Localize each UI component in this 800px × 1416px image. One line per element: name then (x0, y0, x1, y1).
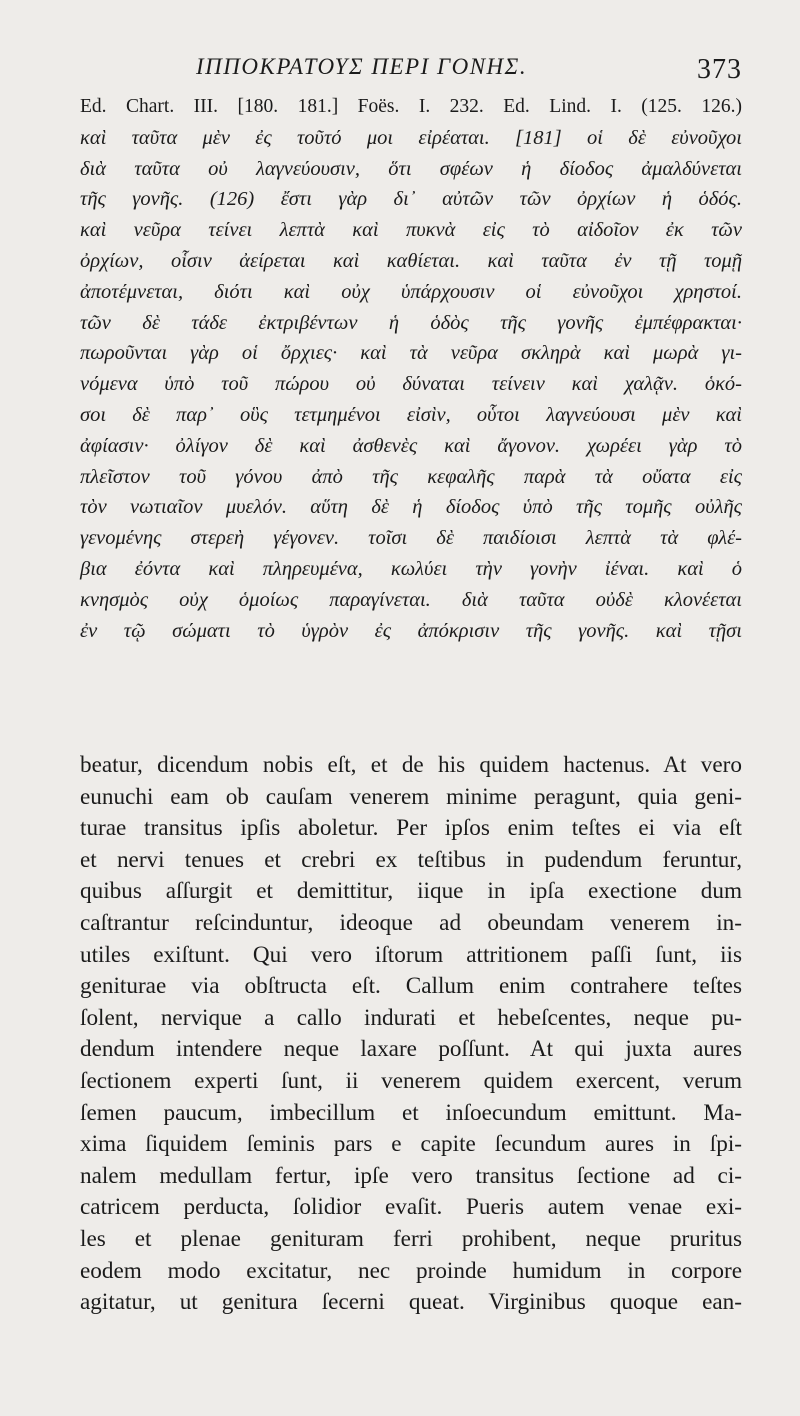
page-number: 373 (697, 54, 742, 85)
greek-text-line: γενομένης στερεὴ γέγονεν. τοῖσι δὲ παιδίοισι λεπτὰ τὰ φλέ- (80, 527, 742, 550)
latin-text-line: ſemen paucum, imbecillum et inſoecundum emittunt. Ma- (80, 1099, 742, 1126)
latin-text-line: quibus aſſurgit et demittitur, iique in ipſa exectione dum (80, 878, 742, 905)
greek-text-line: ἀποτέμνεται, διότι καὶ οὐχ ὑπάρχουσιν οἱ εὐνοῦχοι χρηστοί. (80, 280, 742, 303)
edition-reference-line: Ed. Chart. III. [180. 181.] Foës. I. 232. Ed. Lind. I. (125. 126.) (80, 96, 742, 117)
running-title: ΙΠΠΟΚΡΑΤΟΥΣ ΠΕΡΙ ΓΟΝΗΣ. (196, 54, 528, 79)
latin-text-line: ſectionem experti ſunt, ii venerem quidem exercent, verum (80, 1067, 742, 1094)
page-header (80, 54, 742, 88)
latin-text-line: geniturae via obſtructa eſt. Callum enim contrahere teſtes (80, 973, 742, 1000)
latin-text-line: eodem modo excitatur, nec proinde humidum in corpore (80, 1257, 742, 1284)
greek-text-line: διὰ ταῦτα οὐ λαγνεύουσιν, ὅτι σφέων ἡ δίοδος ἀμαλδύνεται (80, 157, 742, 180)
latin-text-line: xima ſiquidem ſeminis pars e capite ſecundum aures in ſpi- (80, 1131, 742, 1158)
greek-text-line: πλεῖστον τοῦ γόνου ἀπὸ τῆς κεφαλῆς παρὰ τὰ οὔατα εἰς (80, 465, 742, 488)
greek-text-line: νόμενα ὑπὸ τοῦ πώρου οὐ δύναται τείνειν καὶ χαλᾷν. ὁκό- (80, 373, 742, 396)
latin-text-line: utiles exiſtunt. Qui vero iſtorum attritionem paſſi ſunt, iis (80, 941, 742, 968)
latin-text-line: ſolent, nervique a callo indurati et hebeſcentes, neque pu- (80, 1004, 742, 1031)
greek-text-block (80, 92, 742, 646)
greek-text-line: πωροῦνται γὰρ οἱ ὄρχιες· καὶ τὰ νεῦρα σκληρὰ καὶ μωρὰ γι- (80, 342, 742, 365)
latin-text-line: les et plenae genituram ferri prohibent, neque pruritus (80, 1225, 742, 1252)
greek-text-line: τὸν νωτιαῖον μυελόν. αὕτη δὲ ἡ δίοδος ὑπὸ τῆς τομῆς οὐλῆς (80, 496, 742, 519)
greek-text-line: κνησμὸς οὐχ ὁμοίως παραγίνεται. διὰ ταῦτα οὐδὲ κλονέεται (80, 588, 742, 611)
latin-text-block (80, 750, 742, 1319)
greek-text-line: καὶ νεῦρα τείνει λεπτὰ καὶ πυκνὰ εἰς τὸ αἰδοῖον ἐκ τῶν (80, 219, 742, 242)
greek-text-line: σοι δὲ παρ᾽ οὓς τετμημένοι εἰσὶν, οὗτοι λαγνεύουσι μὲν καὶ (80, 403, 742, 426)
latin-text-line: beatur, dicendum nobis eſt, et de his quidem hactenus. At vero (80, 752, 742, 778)
greek-text-line: τῶν δὲ τάδε ἐκτριβέντων ἡ ὁδὸς τῆς γονῆς ἐμπέφρακται· (80, 311, 742, 334)
latin-text-line: nalem medullam fertur, ipſe vero transitus ſectione ad ci- (80, 1162, 742, 1189)
latin-text-line: turae transitus ipſis aboletur. Per ipſos enim teſtes ei via eſt (80, 815, 742, 842)
latin-text-line: dendum intendere neque laxare poſſunt. At qui juxta aures (80, 1036, 742, 1063)
latin-text-line: agitatur, ut genitura ſecerni queat. Virginibus quoque ean- (80, 1289, 742, 1316)
latin-text-line: caſtrantur reſcinduntur, ideoque ad obeundam venerem in- (80, 909, 742, 936)
greek-text-line: καὶ ταῦτα μὲν ἐς τοῦτό μοι εἰρέαται. [181] οἱ δὲ εὐνοῦχοι (80, 126, 742, 149)
greek-text-line: ἐν τῷ σώματι τὸ ὑγρὸν ἐς ἀπόκρισιν τῆς γονῆς. καὶ τῇσι (80, 619, 742, 642)
latin-text-line: catricem perducta, ſolidior evaſit. Pueris autem venae exi- (80, 1194, 742, 1221)
latin-text-line: et nervi tenues et crebri ex teſtibus in pudendum feruntur, (80, 846, 742, 873)
greek-text-line: τῆς γονῆς. (126) ἔστι γὰρ δι᾽ αὐτῶν τῶν ὀρχίων ἡ ὁδός. (80, 188, 742, 211)
greek-text-line: ἀφίασιν· ὀλίγον δὲ καὶ ἀσθενὲς καὶ ἄγονον. χωρέει γὰρ τὸ (80, 434, 742, 457)
latin-text-line: eunuchi eam ob cauſam venerem minime peragunt, quia geni- (80, 783, 742, 810)
greek-text-line: ὀρχίων, οἷσιν ἀείρεται καὶ καθίεται. καὶ ταῦτα ἐν τῇ τομῇ (80, 249, 742, 272)
greek-text-line: βια ἐόντα καὶ πληρευμένα, κωλύει τὴν γονὴν ἰέναι. καὶ ὁ (80, 557, 742, 580)
